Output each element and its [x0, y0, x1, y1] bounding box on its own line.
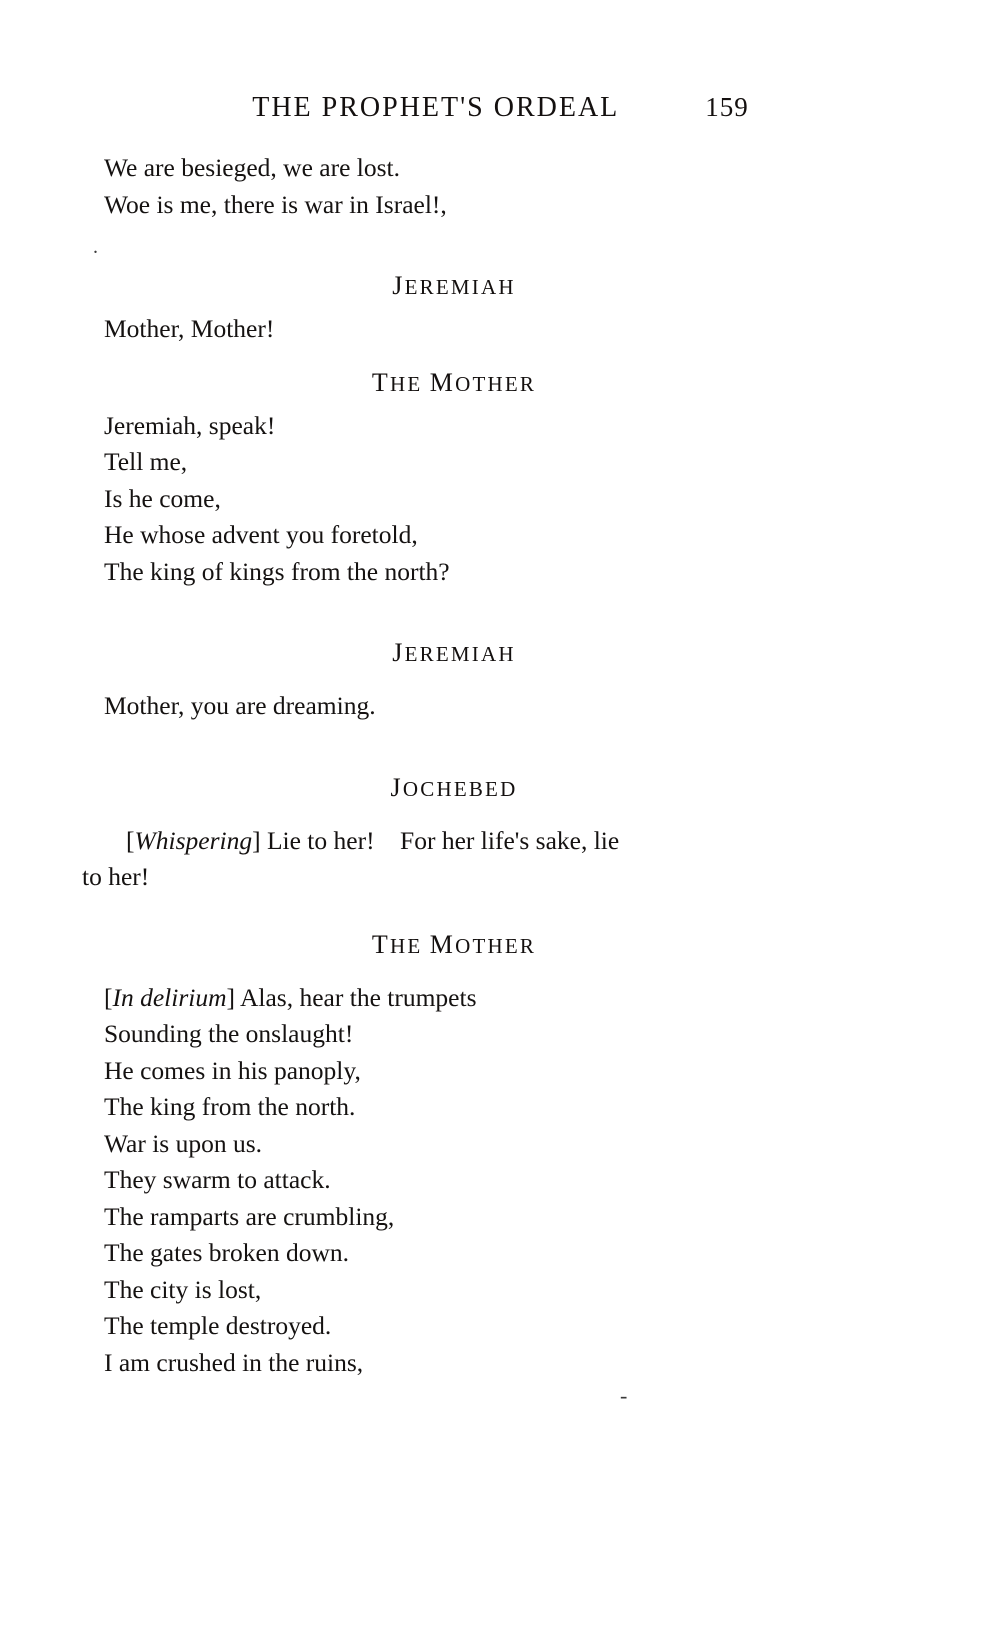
stage-direction: Whispering	[134, 825, 253, 855]
spacer	[104, 301, 804, 311]
speaker-label: JOCHEBED	[390, 772, 518, 802]
verse-line: The ramparts are crumbling,	[104, 1201, 395, 1231]
speaker-label: THE MOTHER	[371, 367, 537, 397]
spacer	[104, 725, 804, 773]
verse-line-text: ] Lie to her! For her life's sake, lie	[252, 825, 620, 855]
spacer	[104, 960, 804, 980]
spacer	[104, 398, 804, 408]
verse-line: Tell me,	[104, 447, 188, 476]
spacer	[104, 896, 804, 930]
verse-line-text: ] Alas, hear the trumpets	[226, 982, 477, 1012]
stray-ink-mark-bottom: -	[620, 1383, 628, 1408]
stray-ink-mark-left: .	[93, 236, 98, 258]
verse-line: I am crushed in the ruins,	[104, 1347, 364, 1377]
verse-line: They swarm to attack.	[104, 1165, 331, 1194]
verse-line: The king from the north.	[104, 1092, 356, 1121]
spacer	[104, 668, 804, 688]
page-number: 159	[705, 92, 749, 122]
bracket-open: [	[126, 825, 135, 855]
page-title: THE PROPHET'S ORDEAL	[252, 92, 620, 123]
verse-line: Mother, you are dreaming.	[104, 691, 376, 720]
verse-line: Jeremiah, speak!	[104, 410, 276, 440]
speaker-label: THE MOTHER	[371, 929, 537, 959]
verse-line: We are besieged, we are lost.	[104, 153, 401, 182]
stage-direction: In delirium	[112, 982, 227, 1012]
verse-line: War is upon us.	[104, 1128, 263, 1158]
spacer	[104, 590, 804, 638]
verse-line: Woe is me, there is war in Israel!,	[104, 189, 447, 219]
spacer	[104, 803, 804, 823]
verse-line: Mother, Mother!	[104, 314, 275, 343]
bracket-open: [	[104, 982, 113, 1012]
verse-line: to her!	[82, 862, 150, 891]
verse-line: Is he come,	[104, 483, 221, 513]
verse-line: He whose advent you foretold,	[104, 520, 418, 549]
verse-line	[104, 823, 804, 860]
verse-line: He comes in his panoply,	[104, 1055, 361, 1085]
running-head	[0, 92, 1001, 124]
speaker-label: JEREMIAH	[392, 271, 516, 300]
speaker-label: JEREMIAH	[392, 638, 516, 667]
verse-line	[104, 980, 804, 1017]
verse-line: Sounding the onslaught!	[104, 1019, 354, 1048]
spacer	[104, 348, 804, 368]
spacer	[104, 223, 804, 271]
verse-line: The gates broken down.	[104, 1238, 350, 1267]
text-column	[82, 150, 804, 1381]
verse-line: The city is lost,	[104, 1274, 262, 1304]
verse-line: The king of kings from the north?	[104, 556, 450, 586]
verse-line: The temple destroyed.	[104, 1311, 332, 1340]
